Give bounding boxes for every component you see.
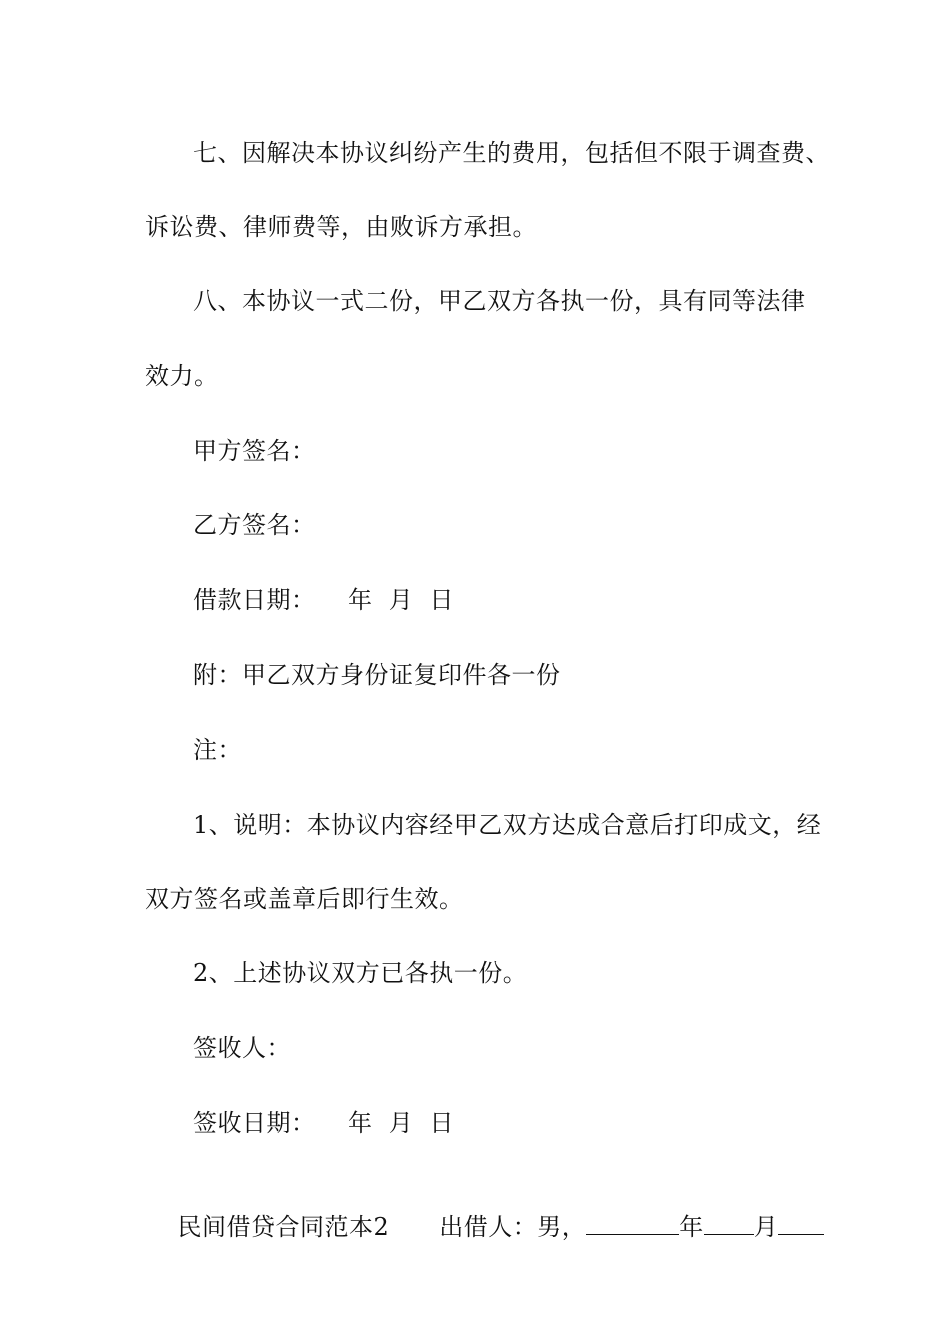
month-label: 月 (753, 1213, 779, 1241)
contract-template-line (145, 1182, 824, 1272)
clause-7-line-1: 七、因解决本协议纠纷产生的费用，包括但不限于调查费、 (193, 139, 830, 167)
clause-8-line-2: 效力。 (145, 362, 219, 390)
attachment-note: 附：甲乙双方身份证复印件各一份 (193, 661, 561, 689)
year-blank (586, 1212, 679, 1235)
clause-7-line-2: 诉讼费、律师费等，由败诉方承担。 (145, 213, 537, 241)
contract-template-title: 民间借贷合同范本2 (177, 1213, 390, 1241)
note-1-line-1: 1、说明：本协议内容经甲乙双方达成合意后打印成文，经 (193, 811, 822, 839)
note-2: 2、上述协议双方已各执一份。 (193, 959, 528, 987)
year-label: 年 (679, 1213, 704, 1241)
party-b-signature-label: 乙方签名： (193, 511, 316, 539)
month-blank (704, 1212, 754, 1235)
note-1-line-2: 双方签名或盖章后即行生效。 (145, 885, 464, 913)
clause-8-line-1: 八、本协议一式二份，甲乙双方各执一份，具有同等法律 (193, 287, 806, 315)
day-blank (778, 1212, 824, 1235)
loan-date-line: 借款日期： 年 月 日 (193, 586, 455, 614)
lender-label: 出借人：男， (439, 1213, 587, 1241)
recipient-label: 签收人： (193, 1034, 291, 1062)
note-heading: 注： (193, 736, 242, 764)
party-a-signature-label: 甲方签名： (193, 437, 316, 465)
receipt-date-line: 签收日期： 年 月 日 (193, 1109, 455, 1137)
